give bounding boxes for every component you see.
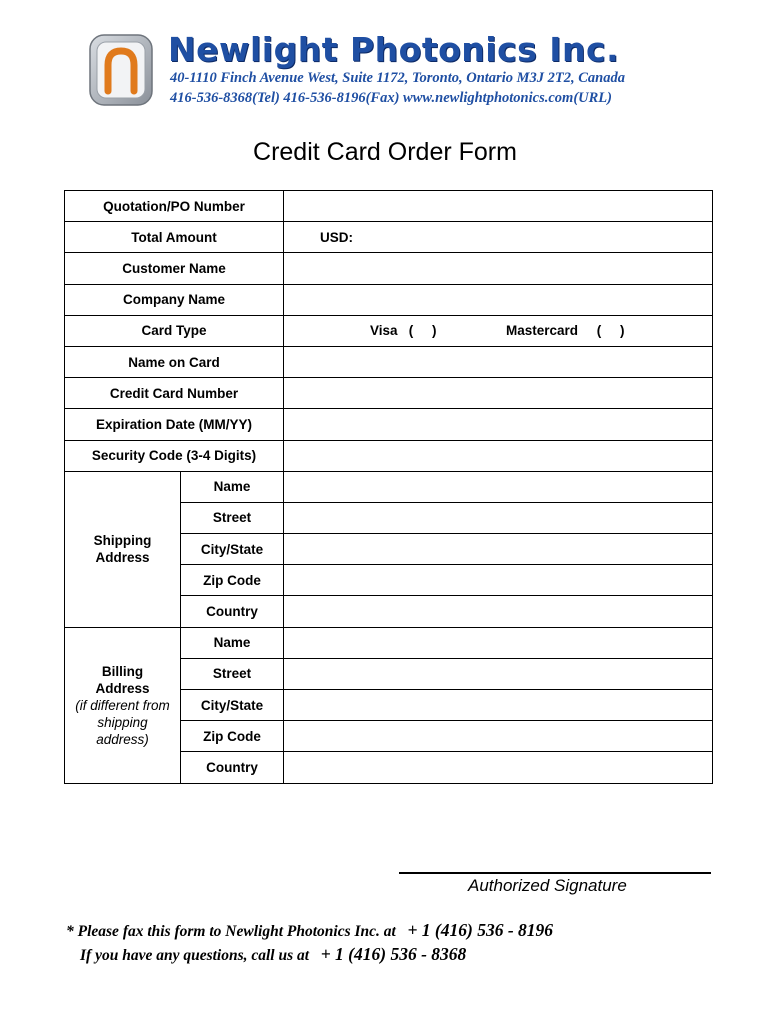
- company-address: 40-1110 Finch Avenue West, Suite 1172, Toronto, Ontario M3J 2T2, Canada: [170, 70, 625, 86]
- fax-number: + 1 (416) 536 - 8196: [407, 920, 554, 940]
- table-row: [65, 440, 713, 471]
- fax-text: * Please fax this form to Newlight Photonics Inc. at: [66, 923, 396, 940]
- shipping-street-field[interactable]: [284, 502, 713, 533]
- billing-name-field[interactable]: [284, 627, 713, 658]
- order-form-table: [64, 190, 713, 784]
- security-code-field[interactable]: [284, 440, 713, 471]
- company-contact: 416-536-8368(Tel) 416-536-8196(Fax) www.newlightphotonics.com(URL): [170, 90, 612, 106]
- billing-note-3: address): [96, 731, 149, 747]
- shipping-country-field[interactable]: [284, 596, 713, 627]
- table-row: [65, 222, 713, 253]
- currency-label: USD:: [320, 229, 353, 245]
- total-amount-field[interactable]: [284, 222, 713, 253]
- billing-group-label-2: Address: [95, 680, 150, 696]
- billing-city-field[interactable]: [284, 690, 713, 721]
- expiration-label: Expiration Date (MM/YY): [65, 409, 284, 440]
- mastercard-option[interactable]: Mastercard ( ): [506, 322, 625, 338]
- customer-name-field[interactable]: [284, 253, 713, 284]
- card-type-field: [284, 315, 713, 346]
- visa-option[interactable]: Visa ( ): [370, 322, 437, 338]
- card-number-field[interactable]: [284, 378, 713, 409]
- form-title: Credit Card Order Form: [253, 138, 517, 166]
- shipping-zip-label: Zip Code: [181, 565, 284, 596]
- billing-zip-label: Zip Code: [181, 721, 284, 752]
- name-on-card-field[interactable]: [284, 346, 713, 377]
- table-row: [65, 378, 713, 409]
- table-row: [65, 627, 713, 658]
- billing-name-label: Name: [181, 627, 284, 658]
- billing-street-field[interactable]: [284, 658, 713, 689]
- signature-line[interactable]: [399, 872, 711, 874]
- billing-city-label: City/State: [181, 690, 284, 721]
- shipping-city-label: City/State: [181, 534, 284, 565]
- card-type-label: Card Type: [65, 315, 284, 346]
- mastercard-label: Mastercard: [506, 322, 579, 338]
- shipping-name-label: Name: [181, 471, 284, 502]
- billing-street-label: Street: [181, 658, 284, 689]
- billing-address-group: [65, 627, 181, 783]
- card-number-label: Credit Card Number: [65, 378, 284, 409]
- billing-note-1: (if different from: [75, 697, 170, 713]
- call-instruction: [80, 944, 466, 965]
- call-number: + 1 (416) 536 - 8368: [320, 944, 467, 964]
- table-row: [65, 315, 713, 346]
- shipping-name-field[interactable]: [284, 471, 713, 502]
- company-name: Newlight Photonics Inc.: [168, 30, 620, 69]
- signature-label: Authorized Signature: [468, 876, 627, 895]
- company-logo-icon: [88, 33, 154, 107]
- shipping-country-label: Country: [181, 596, 284, 627]
- visa-label: Visa: [370, 322, 398, 338]
- table-row: [65, 253, 713, 284]
- shipping-address-group: [65, 471, 181, 627]
- billing-zip-field[interactable]: [284, 721, 713, 752]
- billing-country-field[interactable]: [284, 752, 713, 783]
- billing-group-label: Billing: [101, 663, 144, 679]
- billing-country-label: Country: [181, 752, 284, 783]
- fax-instruction: [66, 920, 553, 941]
- shipping-street-label: Street: [181, 502, 284, 533]
- shipping-group-label-2: Address: [95, 550, 150, 566]
- customer-name-label: Customer Name: [65, 253, 284, 284]
- name-on-card-label: Name on Card: [65, 346, 284, 377]
- company-name-field[interactable]: [284, 284, 713, 315]
- security-code-label: Security Code (3-4 Digits): [65, 440, 284, 471]
- table-row: [65, 346, 713, 377]
- total-amount-label: Total Amount: [65, 222, 284, 253]
- table-row: [65, 471, 713, 502]
- company-name-label: Company Name: [65, 284, 284, 315]
- table-row: [65, 284, 713, 315]
- table-row: [65, 409, 713, 440]
- quotation-label: Quotation/PO Number: [65, 191, 284, 222]
- shipping-group-label: Shipping: [93, 533, 152, 549]
- expiration-field[interactable]: [284, 409, 713, 440]
- billing-note-2: shipping: [97, 714, 148, 730]
- shipping-zip-field[interactable]: [284, 565, 713, 596]
- quotation-field[interactable]: [284, 191, 713, 222]
- call-text: If you have any questions, call us at: [80, 947, 310, 964]
- shipping-city-field[interactable]: [284, 534, 713, 565]
- table-row: [65, 191, 713, 222]
